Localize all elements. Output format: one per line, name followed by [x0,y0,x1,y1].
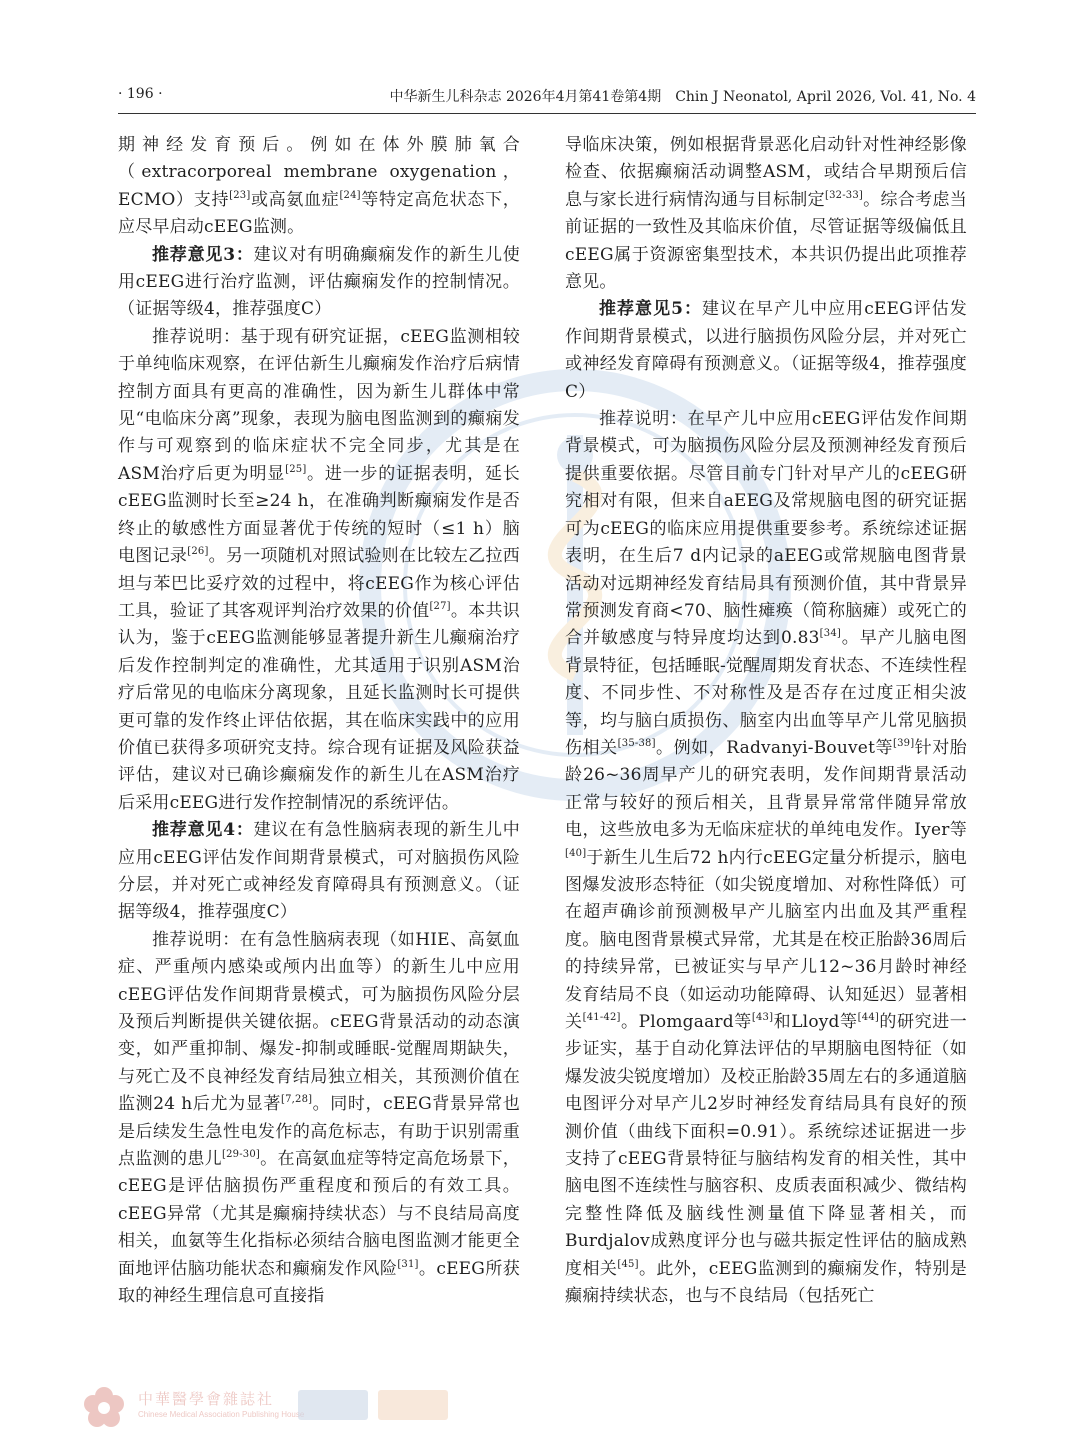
recommendation-3: 推荐意见3：建议对有明确癫痫发作的新生儿使用cEEG进行治疗监测，评估癫痫发作的控制情况。（证据等级4，推荐强度C） [118,244,521,320]
recommendation-5: 推荐意见5：建议在早产儿中应用cEEG评估发作间期背景模式，以进行脑损伤风险分层，并对死亡或神经发育障碍有预测意义。（证据等级4，推荐强度C） [565,299,968,402]
explanation-4: 推荐说明：在有急性脑病表现（如HIE、高氨血症、严重颅内感染或颅内出血等）的新生儿中应用cEEG评估发作间期背景模式，可为脑损伤风险分层及预后判断提供关键依据。cEEG背景活动的动态演变，如严重抑制、爆发-抑制或睡眠-觉醒周期缺失，与死亡及不良神经发育结局独立相关，其预测价值在监测24 h后尤为显著[7,28]。同时，cEEG背景异常也是后续发生急性电发作的高危标志，有助于识别需重点监测的患儿[29-30]。在高氨血症等特定高危场景下，cEEG是评估脑损伤严重程度和预后的有效工具。cEEG异常（尤其是癫痫持续状态）与不良结局高度相关，血氨等生化指标必须结合脑电图监测才能更全面地评估脑功能状态和癫痫发作风险[31]。cEEG所获取的神经生理信息可直接指 [118,929,521,1307]
left-column [118,132,520,1310]
citation: [24] [339,189,361,201]
running-header [118,86,976,108]
right-column [565,132,967,1310]
citation: [26] [187,546,209,558]
qr-badge-icon [298,1390,368,1420]
citation: [7,28] [280,1094,313,1106]
citation: [27] [429,600,451,612]
citation: [44] [857,1012,879,1023]
citation: [40] [565,847,587,859]
recommendation-label: 推荐意见4： [152,820,254,841]
citation: [29-30] [222,1149,261,1161]
page-number: · 196 · [118,86,163,102]
journal-citation: 中华新生儿科杂志 2026年4月第41卷第4期 Chin J Neonatol, April 2026, Vol. 41, No. 4 [389,89,976,105]
publisher-name-en: Chinese Medical Association Publishing House [138,1410,305,1419]
flower-logo-icon [80,1384,128,1432]
citation: [32-33] [824,189,864,201]
citation: [35-38] [617,737,656,749]
citation: [34] [819,628,841,640]
citation: [45] [617,1258,639,1270]
qr-badge-icon [378,1390,448,1420]
paragraph: 导临床决策，例如根据背景恶化启动针对性神经影像检查、依据癫痫活动调整ASM，或结合早期预后信息与家长进行病情沟通与目标制定[32-33]。综合考虑当前证据的一致性及其临床价值，尽管证据等级偏低且cEEG属于资源密集型技术，本共识仍提出此项推荐意见。 [565,135,968,293]
recommendation-label: 推荐意见5： [599,299,702,320]
citation: [43] [751,1012,774,1023]
citation: [41-42] [582,1012,621,1023]
recommendation-label: 推荐意见3： [152,244,254,265]
paragraph: 期神经发育预后。例如在体外膜肺氧合（extracorporeal membrane oxygenation，ECMO）支持[23]或高氨血症[24]等特定高危状态下，应尽早启动cEEG监测。 [118,135,520,238]
citation: [23] [229,189,251,201]
publisher-logo [80,1384,500,1434]
explanation-5: 推荐说明：在早产儿中应用cEEG评估发作间期背景模式，可为脑损伤风险分层及预测神经发育预后提供重要依据。尽管目前专门针对早产儿的cEEG研究相对有限，但来自aEEG及常规脑电图的研究证据可为cEEG的临床应用提供重要参考。系统综述证据表明，在生后7 d内记录的aEEG或常规脑电图背景活动对远期神经发育结局具有预测价值，其中背景异常预测发育商<70、脑性瘫痪（简称脑瘫）或死亡的合并敏感度与特异度均达到0.83[34]。早产儿脑电图背景特征，包括睡眠-觉醒周期发育状态、不连续性程度、不同步性、不对称性及是否存在过度正相尖波等，均与脑白质损伤、脑室内出血等早产儿常见脑损伤相关[35-38]。例如，Radvanyi-Bouvet等[39]针对胎龄26~36周早产儿的研究表明，发作间期背景活动正常与较好的预后相关，且背景异常常伴随异常放电，这些放电多为无临床症状的单纯电发作。Iyer等[40]于新生儿生后72 h内行cEEG定量分析提示，脑电图爆发波形态特征（如尖锐度增加、对称性降低）可在超声确诊前预测极早产儿脑室内出血及其严重程度。脑电图背景模式异常，尤其是在校正胎龄36周后的持续异常，已被证实与早产儿12~36月龄时神经发育结局不良（如运动功能障碍、认知延迟）显著相关[41-42]。Plomgaard等[43]和Lloyd等[44]的研究进一步证实，基于自动化算法评估的早期脑电图特征（如爆发波尖锐度增加）及校正胎龄35周左右的多通道脑电图评分对早产儿2岁时神经发育结局具有良好的预测价值（曲线下面积=0.91）。系统综述证据进一步支持了cEEG背景特征与脑结构发育的相关性，其中脑电图不连续性与脑容积、皮质表面积减少、微结构完整性降低及脑线性测量值下降显著相关，而Burdjalov成熟度评分也与磁共振定性评估的脑成熟度相关[45]。此外，cEEG监测到的癫痫发作，特别是癫痫持续状态，也与不良结局（包括死亡 [565,409,968,1307]
publisher-name: 中華醫學會雜誌社 [138,1390,275,1408]
citation: [31] [397,1258,419,1270]
header-rule [118,113,976,114]
explanation-3: 推荐说明：基于现有研究证据，cEEG监测相较于单纯临床观察，在评估新生儿癫痫发作治疗后病情控制方面具有更高的准确性，因为新生儿群体中常见“电临床分离”现象，表现为脑电图监测到的癫痫发作与可观察到的临床症状不完全同步，尤其是在ASM治疗后更为明显[25]。进一步的证据表明，延长cEEG监测时长至≥24 h，在准确判断癫痫发作是否终止的敏感性方面显著优于传统的短时（≤1 h）脑电图记录[26]。另一项随机对照试验则在比较左乙拉西坦与苯巴比妥疗效的过程中，将cEEG作为核心评估工具，验证了其客观评判治疗效果的价值[27]。本共识认为，鉴于cEEG监测能够显著提升新生儿癫痫治疗后发作控制判定的准确性，尤其适用于识别ASM治疗后常见的电临床分离现象，且延长监测时长可提供更可靠的发作终止评估依据，其在临床实践中的应用价值已获得多项研究支持。综合现有证据及风险获益评估，建议对已确诊癫痫发作的新生儿在ASM治疗后采用cEEG进行发作控制情况的系统评估。 [118,326,520,813]
recommendation-4: 推荐意见4：建议在有急性脑病表现的新生儿中应用cEEG评估发作间期背景模式，可对脑损伤风险分层，并对死亡或神经发育障碍具有预测意义。（证据等级4，推荐强度C） [118,820,521,923]
citation: [39] [893,737,915,749]
citation: [25] [285,463,307,475]
